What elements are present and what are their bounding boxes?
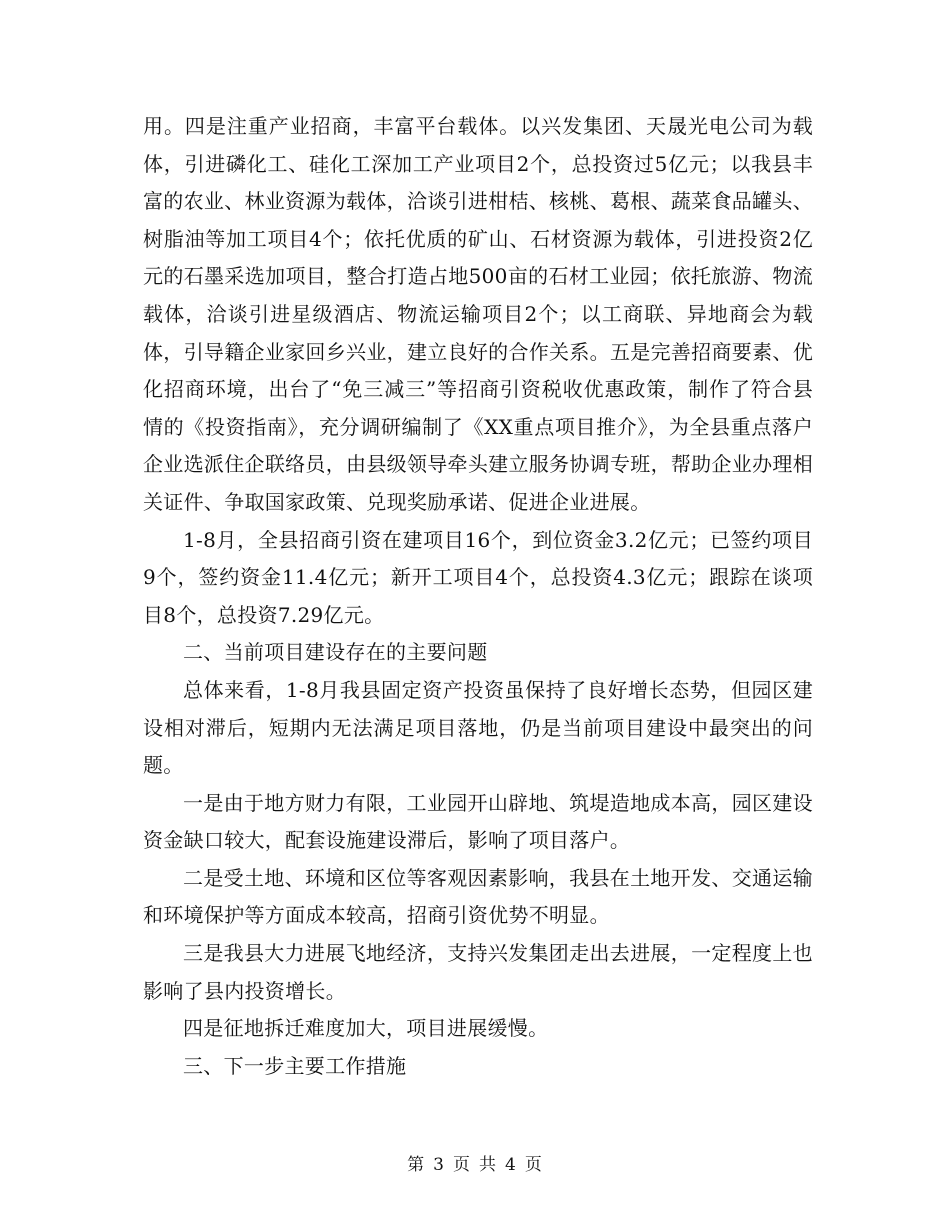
footer-suffix: 页 — [524, 1155, 543, 1175]
footer-total-word: 共 — [479, 1155, 497, 1175]
total-pages-number: 4 — [505, 1155, 517, 1175]
page-footer — [0, 1150, 950, 1175]
current-page-number: 3 — [433, 1155, 445, 1175]
paragraph: 1-8月，全县招商引资在建项目16个，到位资金3.2亿元；已签约项目9个，签约资金11.4亿元；新开工项目4个，总投资4.3亿元；跟踪在谈项目8个，总投资7.29亿元。 — [143, 527, 813, 627]
section-heading: 二、当前项目建设存在的主要问题 — [183, 640, 488, 665]
paragraph: 一是由于地方财力有限，工业园开山辟地、筑堤造地成本高，园区建设资金缺口较大，配套设施建设滞后，影响了项目落户。 — [143, 790, 813, 853]
footer-prefix: 第 — [407, 1155, 426, 1175]
paragraph: 二是受土地、环境和区位等客观因素影响，我县在土地开发、交通运输和环境保护等方面成本较高，招商引资优势不明显。 — [143, 865, 813, 928]
paragraph: 三是我县大力进展飞地经济，支持兴发集团走出去进展，一定程度上也影响了县内投资增长。 — [143, 941, 813, 1003]
paragraph: 总体来看，1-8月我县固定资产投资虽保持了良好增长态势，但园区建设相对滞后，短期内无法满足项目落地，仍是当前项目建设中最突出的问题。 — [143, 677, 813, 778]
paragraph: 用。四是注重产业招商，丰富平台载体。以兴发集团、天晟光电公司为载体，引进磷化工、硅化工深加工产业项目2个，总投资过5亿元；以我县丰富的农业、林业资源为载体，洽谈引进柑桔、核桃、葛根、蔬菜食品罐头、树脂油等加工项目4个；依托优质的矿山、石材资源为载体，引进投资2亿元的石墨采选加项目，整合打造占地500亩的石材工业园；依托旅游、物流载体，洽谈引进星级酒店、物流运输项目2个；以工商联、异地商会为载体，引导籍企业家回乡兴业，建立良好的合作关系。五是完善招商要素、优化招商环境，出台了“免三减三”等招商引资税收优惠政策，制作了符合县情的《投资指南》，充分调研编制了《XX重点项目推介》，为全县重点落户企业选派住企联络员，由县级领导牵头建立服务协调专班，帮助企业办理相关证件、争取国家政策、兑现奖励承诺、促进企业进展。 — [143, 114, 813, 514]
paragraph: 四是征地拆迁难度加大，项目进展缓慢。 — [183, 1016, 549, 1041]
section-heading: 三、下一步主要工作措施 — [183, 1053, 407, 1078]
footer-page-word: 页 — [453, 1155, 471, 1175]
document-body — [143, 108, 813, 1085]
